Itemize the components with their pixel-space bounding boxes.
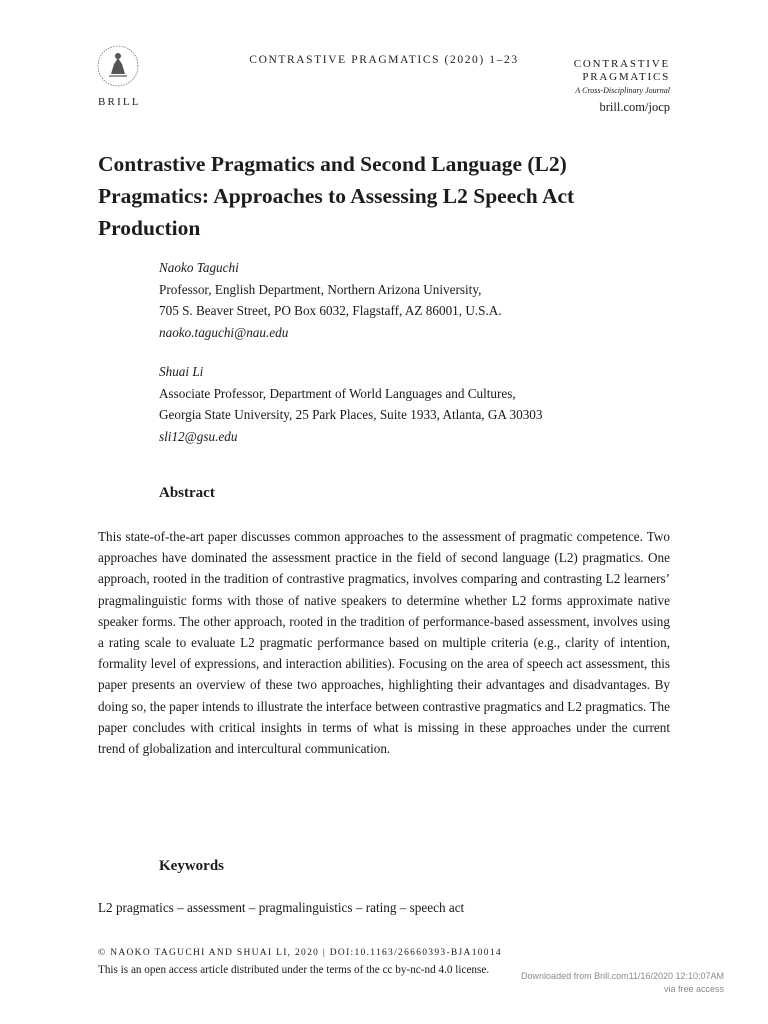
license-note: This is an open access article distributed under the terms of the cc by-nc-nd 4.0 license. — [98, 964, 490, 976]
author-email[interactable]: sli12@gsu.edu — [159, 428, 238, 444]
author-affiliation: Professor, English Department, Northern Arizona University, — [159, 281, 482, 297]
journal-subtitle: A Cross-Disciplinary Journal — [575, 86, 670, 95]
keywords-text: L2 pragmatics – assessment – pragmalinguistics – rating – speech act — [98, 900, 465, 915]
paper-title: Contrastive Pragmatics and Second Language (L2) Pragmatics: Approaches to Assessing L2 Speech Act Production — [98, 152, 575, 240]
author-block — [159, 257, 679, 343]
publisher-name: BRILL — [98, 96, 141, 108]
copyright-doi: © NAOKO TAGUCHI AND SHUAI LI, 2020 | DOI:10.1163/26660393-BJA10014 — [98, 948, 502, 958]
brill-seal-icon — [96, 44, 140, 88]
author-block — [159, 361, 679, 447]
author-name: Naoko Taguchi — [159, 260, 239, 275]
abstract-heading: Abstract — [159, 485, 215, 501]
journal-name-line2: PRAGMATICS — [582, 71, 670, 83]
author-address: Georgia State University, 25 Park Places, Suite 1933, Atlanta, GA 30303 — [159, 407, 543, 422]
brill-logo — [96, 44, 144, 93]
keywords-heading: Keywords — [159, 858, 224, 874]
watermark-line: via free access — [663, 984, 724, 994]
journal-url[interactable]: brill.com/jocp — [599, 100, 670, 114]
running-head: CONTRASTIVE PRAGMATICS (2020) 1–23 — [249, 54, 519, 66]
author-affiliation: Associate Professor, Department of World Languages and Cultures, — [159, 385, 516, 401]
journal-name-line1: CONTRASTIVE — [573, 58, 670, 70]
journal-block — [574, 58, 670, 115]
author-name: Shuai Li — [159, 364, 204, 379]
author-address: 705 S. Beaver Street, PO Box 6032, Flagstaff, AZ 86001, U.S.A. — [159, 303, 502, 318]
download-watermark — [521, 970, 724, 996]
abstract-text: This state-of-the-art paper discusses common approaches to the assessment of pragmatic competence. Two approaches have dominated the assessment practice in the field of second language (L2) pragmatics. One approach, rooted in the tradition of contrastive pragmatics, involves comparing and contrasting L2 learners’ pragmalinguistic forms with those of native speakers to determine whether L2 forms approximate native speaker forms. The other approach, rooted in the tradition of performance-based assessment, involves using a rating scale to evaluate L2 pragmatic performance based on multiple criteria (e.g., clarity of intention, formality level of expressions, and interaction abilities). Focusing on the area of speech act assessment, this paper presents an overview of these two approaches, highlighting their advantages and disadvantages. By doing so, the paper intends to illustrate the interface between contrastive pragmatics and L2 pragmatics. The paper concludes with critical insights in terms of what is missing in these approaches under the current trend of globalization and intercultural communication. — [98, 529, 670, 757]
watermark-line: Downloaded from Brill.com11/16/2020 12:10:07AM — [521, 971, 724, 981]
author-email[interactable]: naoko.taguchi@nau.edu — [159, 324, 289, 340]
